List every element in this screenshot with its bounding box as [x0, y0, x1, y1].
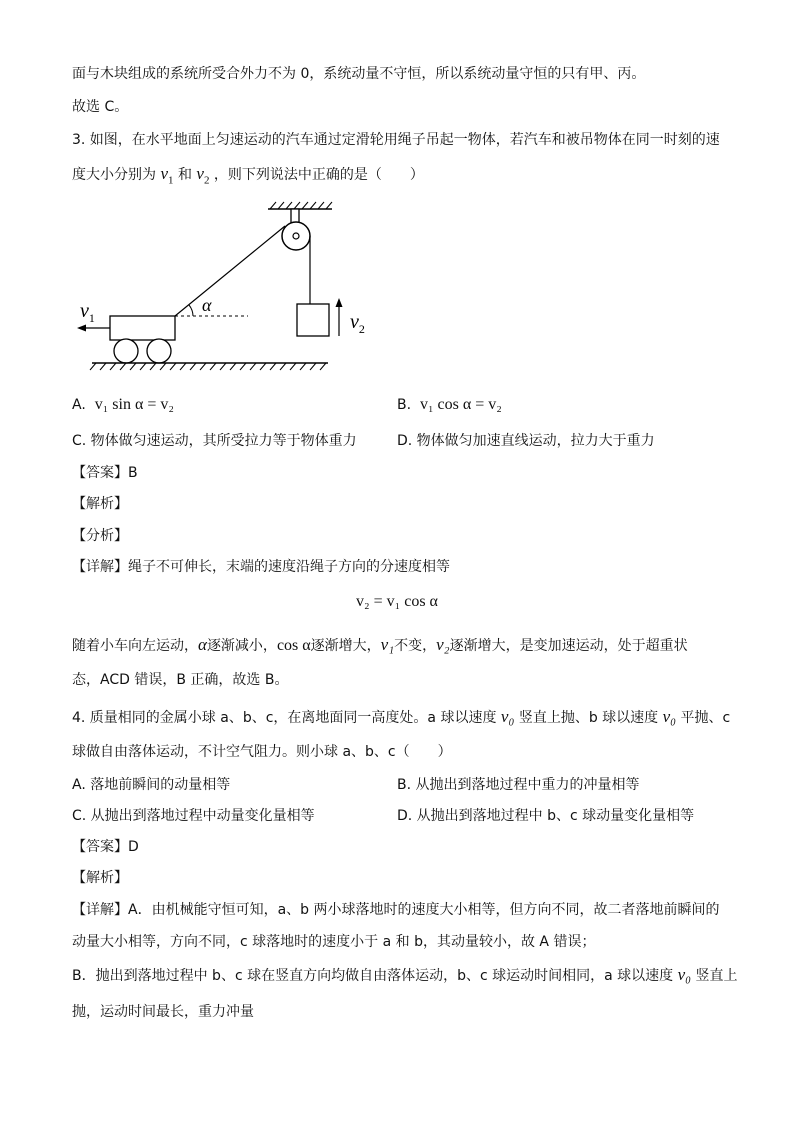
angle-alpha-label: α: [202, 295, 212, 315]
q3-analysis-tag: 【解析】: [72, 496, 128, 512]
q3-stem-text1: 度大小分别为: [72, 167, 156, 183]
q4-detail-line1: 【详解】A．由机械能守恒可知，a、b 两小球落地时的速度大小相等，但方向不同，故二者落地前瞬间的: [72, 902, 720, 918]
q3-stem-text2: 和: [177, 167, 192, 183]
v2-label: $v_2$: [350, 311, 365, 336]
q3-v2-symbol: $v_2$: [196, 164, 210, 187]
v2-arrow-head: [336, 298, 343, 307]
q3-option-a: A. v₁ sin α = v₂: [72, 396, 174, 413]
q4-detail-line2: 动量大小相等，方向不同，c 球落地时的速度小于 a 和 b，其动量较小，故 A 错误；: [72, 934, 596, 950]
q4-detail-line3: B．抛出到落地过程中 b、c 球在竖直方向均做自由落体运动，b、c 球运动时间相同，a 球以速度 v₀ 竖直上: [72, 965, 738, 984]
q3-answer: 【答案】B: [72, 465, 138, 481]
car-wheel-front: [147, 339, 171, 363]
pulley-axle: [293, 233, 299, 239]
q4-detail-line4: 抛，运动时间最长，重力冲量: [72, 1004, 254, 1020]
q3-option-d: D. 物体做匀加速直线运动，拉力大于重力: [397, 433, 655, 449]
angle-arc: [189, 305, 193, 316]
paragraph-previous-answer: 故选 C。: [72, 99, 129, 115]
q3-formula: v₂ = v₁ cos α: [356, 593, 438, 610]
q4-option-c: C. 从抛出到落地过程中动量变化量相等: [72, 808, 315, 824]
v1-arrow-head: [77, 325, 86, 332]
car-wheel-rear: [114, 339, 138, 363]
q4-stem-line2: 球做自由落体运动，不计空气阻力。则小球 a、b、c（ ）: [72, 744, 452, 760]
v1-label: $v_1$: [80, 300, 95, 325]
ground-hatch: [90, 363, 326, 370]
q3-option-c: C. 物体做匀速运动，其所受拉力等于物体重力: [72, 433, 357, 449]
q3-fenxi-tag: 【分析】: [72, 528, 128, 544]
car-body: [110, 316, 175, 340]
q3-option-b-formula: v₁ cos α = v₂: [419, 396, 502, 413]
q3-conclusion-line1: 随着小车向左运动，α逐渐减小，cos α逐渐增大，v₁不变，v₂逐渐增大，是变加速运动，处于超重状: [72, 635, 688, 654]
q3-v1-symbol: $v_1$: [160, 164, 174, 187]
hanging-block: [297, 304, 329, 336]
q4-option-d: D. 从抛出到落地过程中 b、c 球动量变化量相等: [397, 808, 695, 824]
rope-to-car: [175, 226, 285, 316]
q3-option-a-formula: v₁ sin α = v₂: [94, 396, 174, 413]
q4-stem-line1: 4. 质量相同的金属小球 a、b、c，在离地面同一高度处。a 球以速度 v₀ 竖直上抛、b 球以速度 v₀ 平抛、c: [72, 707, 731, 726]
q4-option-b: B. 从抛出到落地过程中重力的冲量相等: [397, 777, 640, 793]
q3-stem-line2: [72, 164, 424, 190]
q3-pulley-diagram: [70, 200, 365, 372]
q3-option-b: B. v₁ cos α = v₂: [397, 396, 502, 413]
q4-analysis-tag: 【解析】: [72, 870, 128, 886]
q3-stem-line1: 3. 如图，在水平地面上匀速运动的汽车通过定滑轮用绳子吊起一物体，若汽车和被吊物体在同一时刻的速: [72, 132, 720, 148]
q4-answer: 【答案】D: [72, 839, 139, 855]
paragraph-previous-tail: 面与木块组成的系统所受合外力不为 0，系统动量不守恒，所以系统动量守恒的只有甲、丙。: [72, 66, 646, 82]
q3-detail: 【详解】绳子不可伸长，末端的速度沿绳子方向的分速度相等: [72, 559, 450, 575]
ceiling-hatch: [270, 202, 332, 209]
q4-option-a: A. 落地前瞬间的动量相等: [72, 777, 231, 793]
q3-stem-text3: ，则下列说法中正确的是（ ）: [213, 167, 424, 183]
q3-conclusion-line2: 态，ACD 错误，B 正确，故选 B。: [72, 672, 289, 688]
